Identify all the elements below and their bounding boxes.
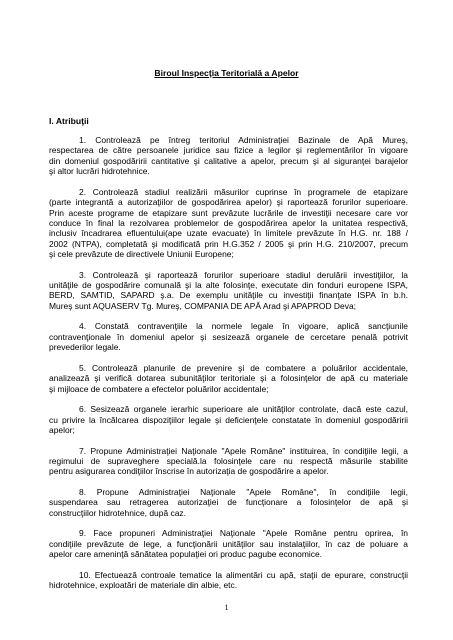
paragraph-line: 4. Constată contravenţiile la normele legale în vigoare, aplică sancţiunile: [79, 321, 408, 332]
paragraph: [49, 528, 408, 559]
paragraph-line: BERD, SAMTID, SAPARD ş.a. De exemplu unităţile cu investiţii finanţate ISPA în b.h.: [49, 290, 408, 301]
paragraph: [49, 404, 408, 435]
paragraph-line: 5. Controlează planurile de prevenire şi de combatere a poluărilor accidentale,: [79, 362, 408, 373]
paragraph-line: regimului de supraveghere specială.la folosinţele care nu respectă măsurile stabilite: [49, 455, 408, 466]
paragraph-line: şi mijloace de combatere a efectelor poluărilor accidentale;: [49, 383, 269, 394]
paragraph: [49, 487, 408, 518]
paragraph: [49, 570, 408, 591]
paragraph-line: hidrotehnice, exploatări de materiale din albie, etc.: [49, 579, 238, 590]
paragraph-line: 2. Controlează stadiul realizării măsurilor cuprinse în programele de etapizare: [79, 186, 408, 197]
paragraph-line: 7. Propune Administraţiei Naţionale "Apele Române" instituirea, în condiţiile legii, a: [79, 445, 408, 456]
paragraph-line: (parte integrantă a autorizaţiilor de gospodărirea apelor) şi raportează forurilor superioare.: [49, 197, 408, 208]
paragraph-line: 6. Sesizează organele ierarhic superioare ale unităţilor controlate, dacă este cazul,: [79, 404, 408, 415]
section-heading: I. Atribuţii: [49, 116, 89, 126]
paragraph-line: construcţiilor hidrotehnice, după caz.: [49, 507, 186, 518]
page-number: 1: [224, 603, 229, 612]
paragraph-line: analizează şi verifică dotarea subunităţilor teritoriale şi a folosinţelor de apă cu materiale: [49, 373, 408, 384]
paragraph-line: Mureş sunt AQUASERV Tg. Mureş, COMPANIA DE APĂ Arad şi APAPROD Deva;: [49, 300, 356, 311]
paragraph-line: contravenţionale în domeniul apelor şi sesizează organele de cercetare penală potrivit: [49, 331, 408, 342]
paragraph-line: 8. Propune Administraţiei Naţionale "Apele Române", în condiţiile legii,: [79, 486, 408, 497]
paragraph-line: unităţile de gospodărire comunală şi la alte folosinţe, executate din fonduri europene ISPA,: [49, 280, 408, 291]
paragraph-line: suspendarea sau retragerea autorizaţiei de funcţionare a folosinţelor de apă şi: [49, 497, 408, 508]
paragraph-line: inclusiv încadrarea efluentului(ape uzate evacuate) în limitele prevăzute în H.G. nr. 188 /: [49, 228, 408, 239]
paragraph-line: Prin aceste programe de etapizare sunt prevăzute lucrările de investiţii necesare care vor: [49, 207, 408, 218]
paragraph-line: 3. Controlează şi raportează forurilor superioare stadiul derulării investiţiilor, la: [79, 269, 408, 280]
paragraph: [49, 363, 408, 394]
paragraph-line: condiţiile prevăzute de lege, a funcţionării unităţilor sau instalaţiilor, în caz de poluare a: [49, 538, 408, 549]
paragraph-line: 2002 (NTPA), completată şi modificată prin H.G.352 / 2005 şi prin H.G. 210/2007, precum: [49, 238, 408, 249]
paragraph-line: şi altor lucrări hidrotehnice.: [49, 166, 150, 177]
paragraph-line: prevederilor legale.: [49, 342, 121, 353]
paragraph: [49, 321, 408, 352]
paragraph-line: pentru asigurarea condiţiilor înscrise în autorizaţia de gospodărire a apelor.: [49, 466, 329, 477]
paragraph-line: conduce în final la rezolvarea problemelor de gospodărirea apelor la unitatea respectivă,: [49, 217, 408, 228]
paragraph-line: respectarea de către persoanele juridice sau fizice a legilor şi reglementărilor în vigoare: [49, 145, 408, 156]
document-title: Biroul Inspecţia Teritorială a Apelor: [154, 68, 299, 78]
paragraph: [49, 187, 408, 260]
paragraph-line: 1. Controlează pe întreg teritoriul Administraţiei Bazinale de Apă Mureş,: [79, 135, 408, 145]
paragraph-line: 10. Efectuează controale tematice la alimentări cu apă, staţii de epurare, construcţii: [79, 569, 408, 580]
paragraph: [49, 270, 408, 312]
paragraph: [49, 446, 408, 477]
paragraph-line: cu privire la încălcarea dispoziţiilor legale şi deficienţele constatate în domeniul gospodăririi: [49, 414, 408, 425]
paragraph-line: apelor care ameninţă sănătatea populaţiei ori produc pagube economice.: [49, 549, 322, 559]
document-body: [49, 135, 408, 601]
paragraph-line: din domeniul gospodăririi cantitative şi calitative a apelor, precum şi al siguranţei barajelor: [49, 155, 408, 166]
paragraph-line: 9. Face propuneri Administraţiei Naţionale "Apele Române pentru oprirea, în: [79, 528, 408, 539]
paragraph-line: şi cele prevăzute de directivele Uniunii Europene;: [49, 249, 234, 260]
paragraph: [49, 135, 408, 177]
paragraph-line: apelor;: [49, 424, 75, 435]
